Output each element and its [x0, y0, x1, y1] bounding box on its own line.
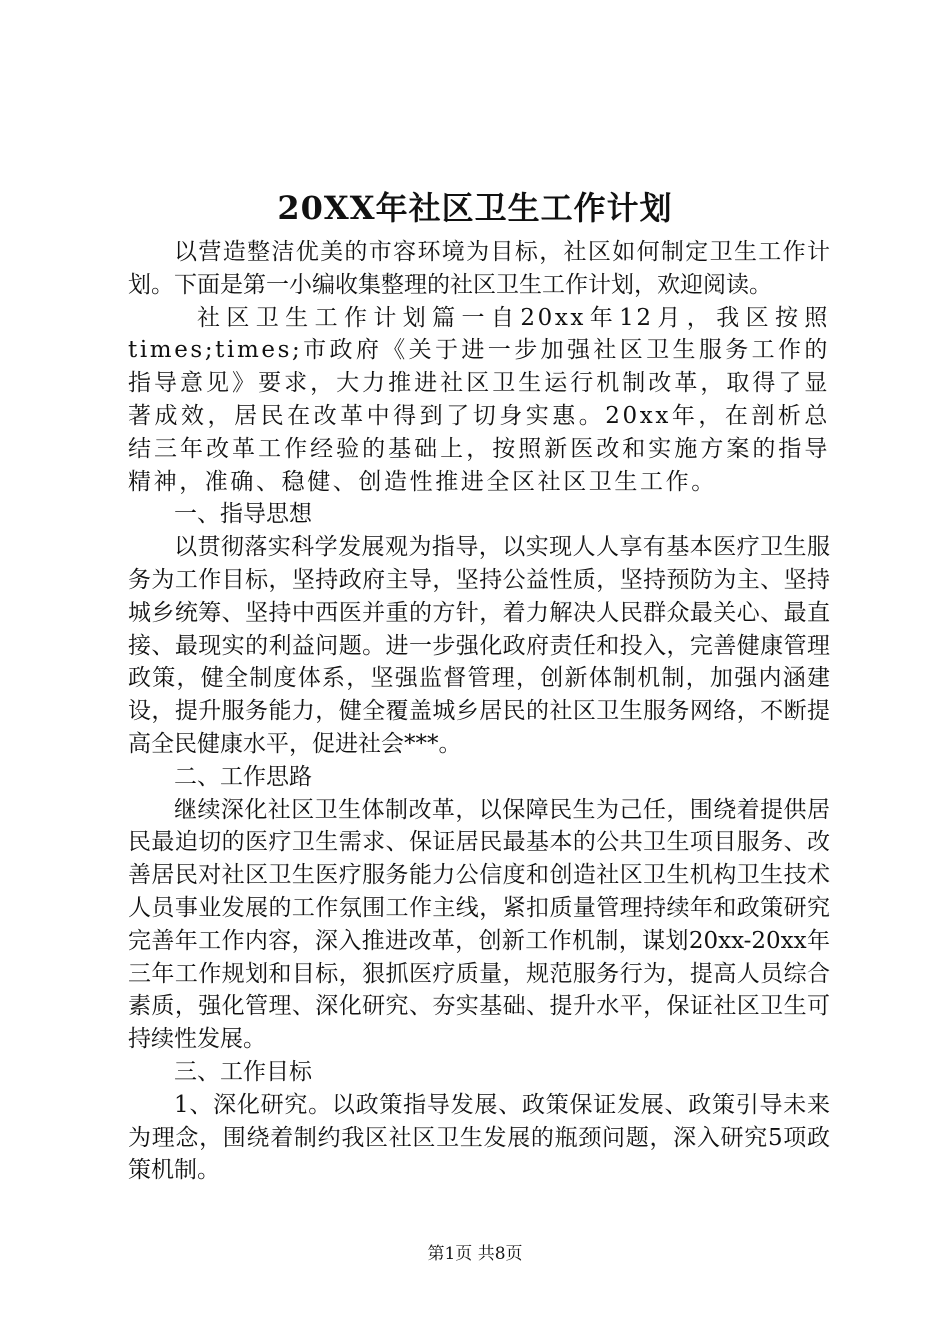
document-body	[128, 236, 830, 1187]
page-footer: 第1页 共8页	[427, 1244, 523, 1264]
guiding-ideology-paragraph: 以贯彻落实科学发展观为指导，以实现人人享有基本医疗卫生服务为工作目标，坚持政府主导，坚持公益性质，坚持预防为主、坚持城乡统筹、坚持中西医并重的方针，着力解决人民群众最关心、最直接、最现实的利益问题。进一步强化政府责任和投入，完善健康管理政策，健全制度体系，坚强监督管理，创新体制机制，加强内涵建设，提升服务能力，健全覆盖城乡居民的社区卫生服务网络，不断提高全民健康水平，促进社会***。	[128, 534, 830, 757]
work-approach-paragraph: 继续深化社区卫生体制改革，以保障民生为己任，围绕着提供居民最迫切的医疗卫生需求、保证居民最基本的公共卫生项目服务、改善居民对社区卫生医疗服务能力公信度和创造社区卫生机构卫生技术人员事业发展的工作氛围工作主线，紧扣质量管理持续年和政策研究完善年工作内容，深入推进改革，创新工作机制，谋划20xx-20xx年三年工作规划和目标，狠抓医疗质量，规范服务行为，提高人员综合素质，强化管理、深化研究、夯实基础、提升水平，保证社区卫生可持续性发展。	[128, 796, 830, 1053]
section-heading-work-approach: 二、工作思路	[174, 763, 312, 790]
plan-one-paragraph: 社区卫生工作计划篇一自20xx年12月，我区按照times;times;市政府《关于进一步加强社区卫生服务工作的指导意见》要求，大力推进社区卫生运行机制改革，取得了显著成效，居民在改革中得到了切身实惠。20xx年，在剖析总结三年改革工作经验的基础上，按照新医改和实施方案的指导精神，准确、稳健、创造性推进全区社区卫生工作。	[128, 304, 830, 495]
intro-paragraph: 以营造整洁优美的市容环境为目标，社区如何制定卫生工作计划。下面是第一小编收集整理的社区卫生工作计划，欢迎阅读。	[128, 239, 830, 298]
document-title: 20XX年社区卫生工作计划	[277, 189, 673, 227]
section-heading-guiding-ideology: 一、指导思想	[174, 501, 312, 528]
section-heading-work-goals: 三、工作目标	[174, 1058, 312, 1085]
work-goal-item-1: 1、深化研究。以政策指导发展、政策保证发展、政策引导未来为理念，围绕着制约我区社区卫生发展的瓶颈问题，深入研究5项政策机制。	[128, 1091, 830, 1184]
